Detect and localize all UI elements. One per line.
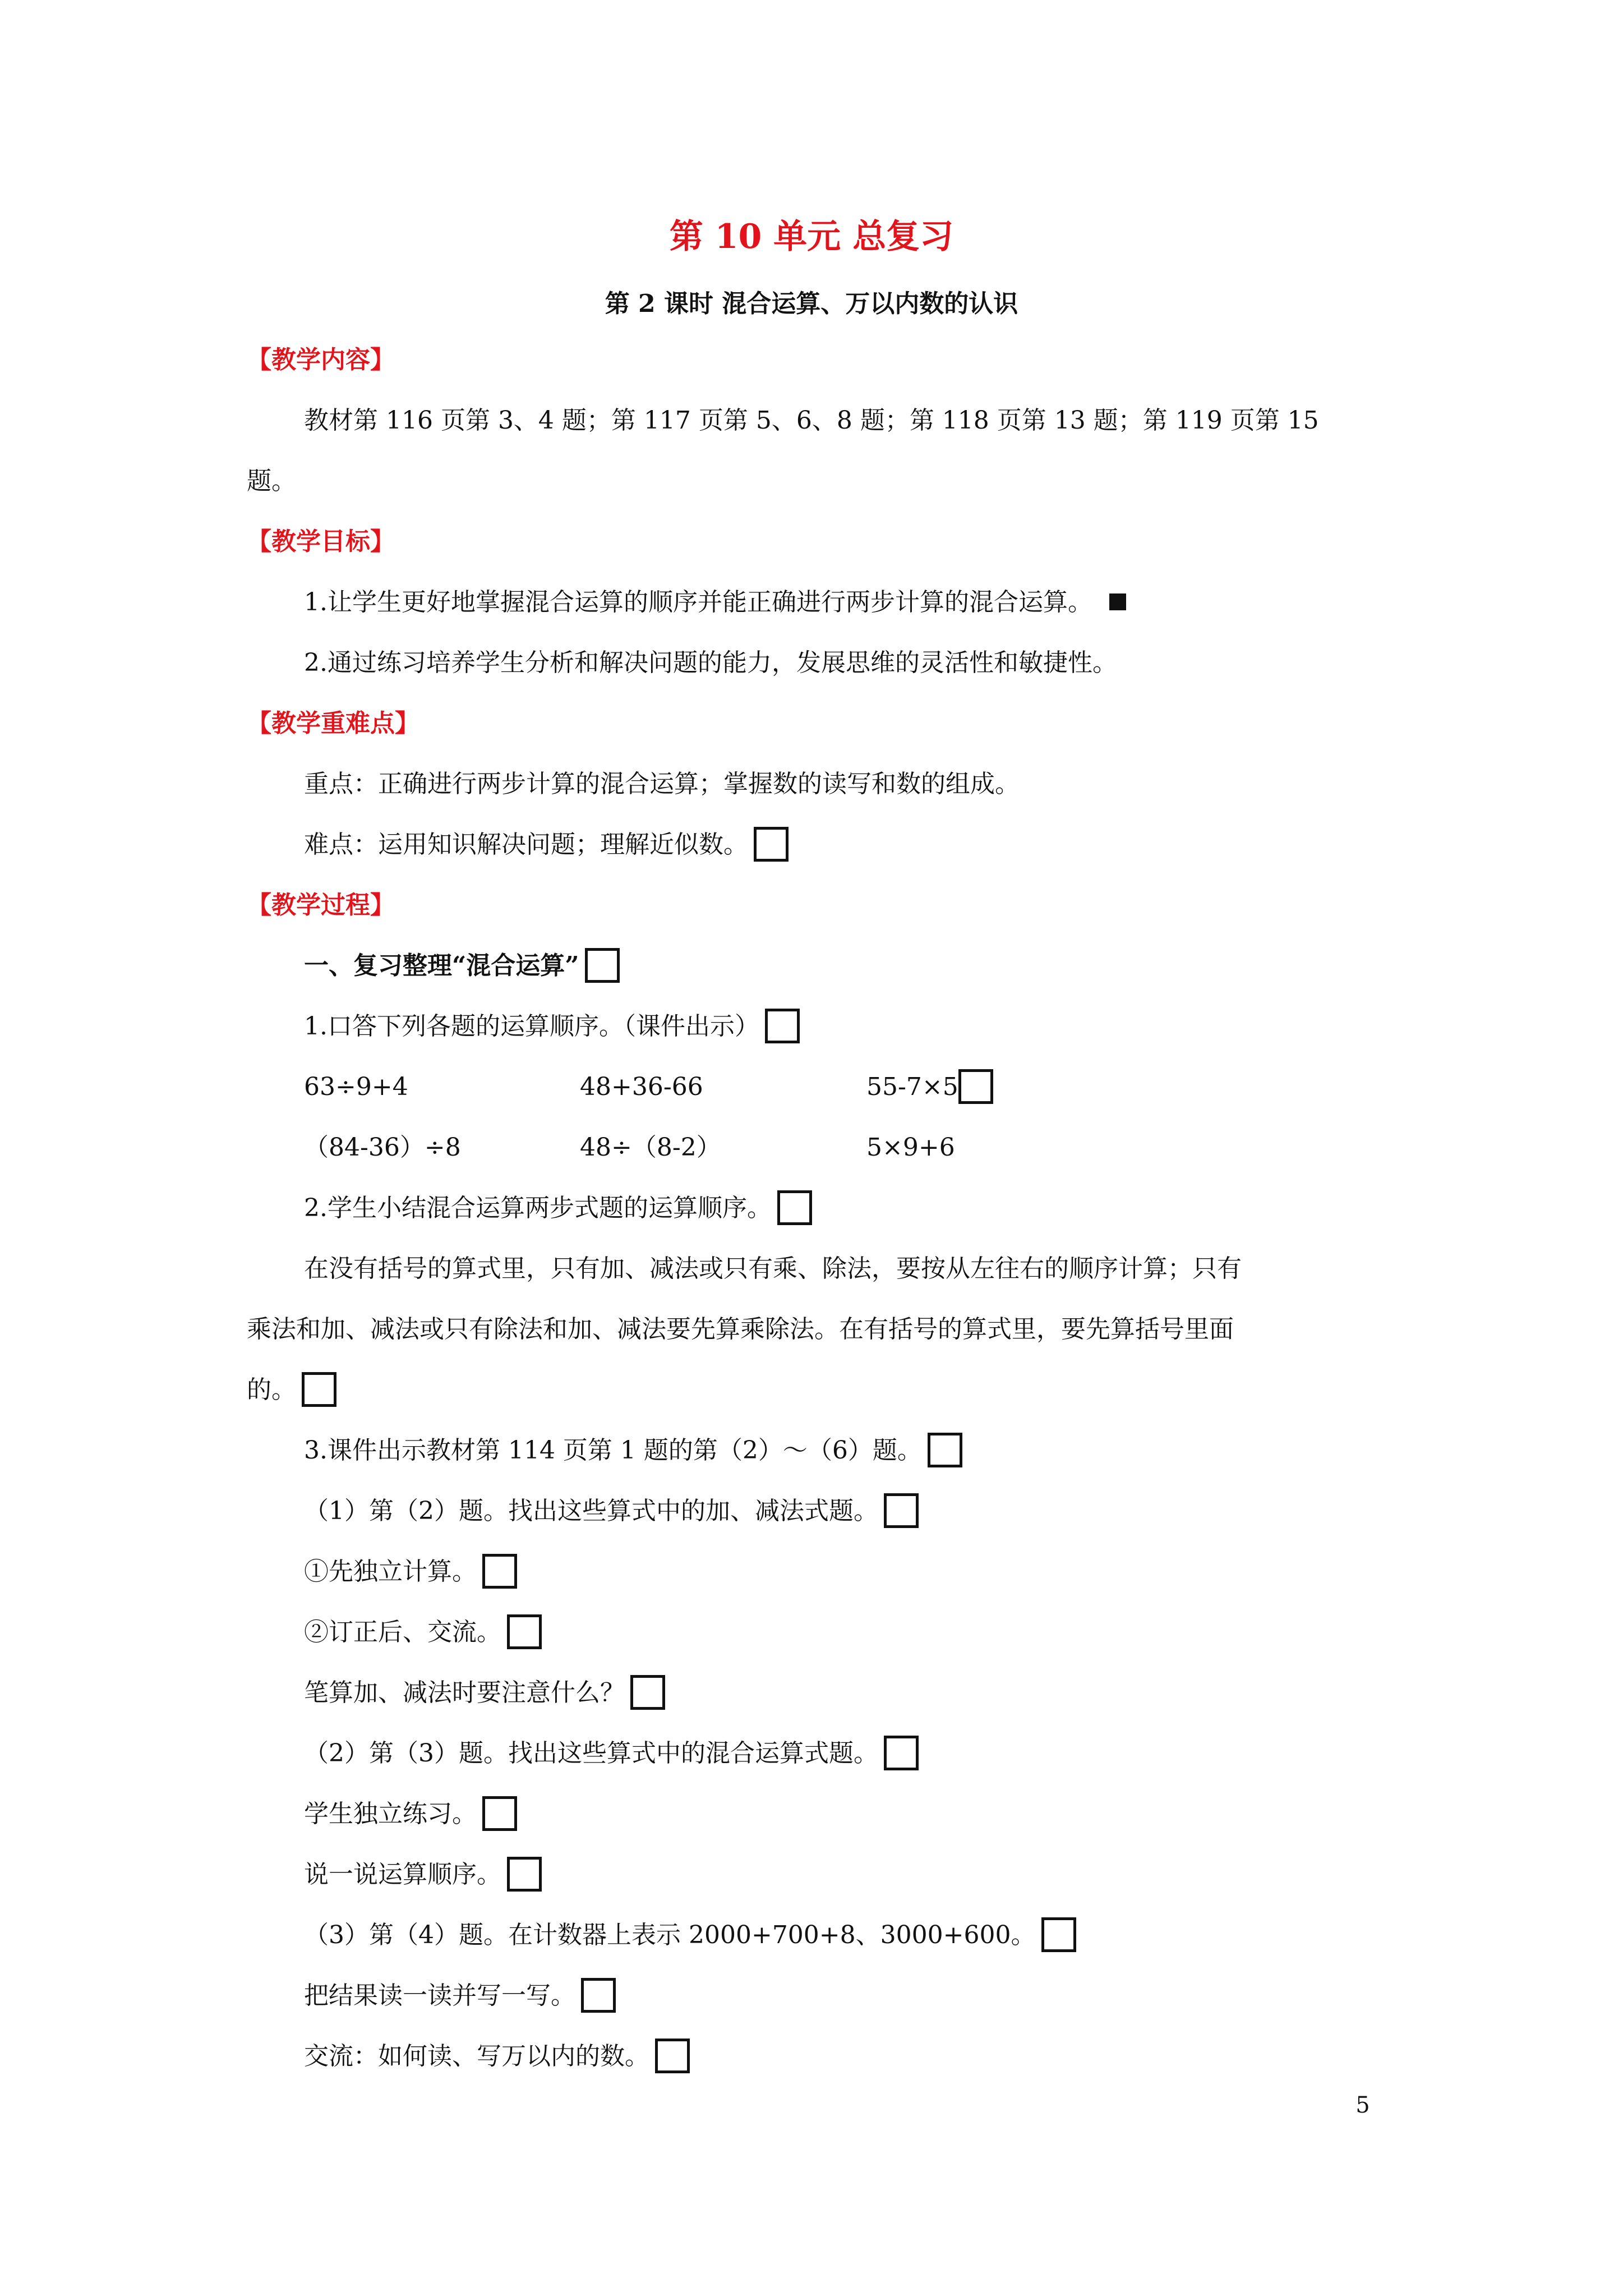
page-number: 5	[1355, 2092, 1370, 2118]
expression-3-text: 55-7×5	[866, 1073, 958, 1101]
sub2-a	[304, 1797, 517, 1833]
sub2-b-text: 说一说运算顺序。	[304, 1860, 501, 1889]
goal-item-2: 2.通过练习培养学生分析和解决问题的能力，发展思维的灵活性和敏捷性。	[304, 648, 1117, 677]
step3-text: 3.课件出示教材第 114 页第 1 题的第（2）～（6）题。	[304, 1436, 922, 1465]
sub1-b-text: ②订正后、交流。	[304, 1618, 501, 1646]
process-heading: 【教学过程】	[247, 891, 395, 919]
step3	[304, 1434, 962, 1470]
sub2-text: （2）第（3）题。找出这些算式中的混合运算式题。	[304, 1739, 878, 1768]
sub3	[304, 1918, 1076, 1954]
rule-line-3-text: 的。	[247, 1375, 296, 1404]
sub1-a-text: ①先独立计算。	[304, 1557, 477, 1586]
content-heading: 【教学内容】	[247, 346, 395, 374]
step1-text: 1.口答下列各题的运算顺序。（课件出示）	[304, 1012, 759, 1041]
empty-box-icon	[482, 1554, 517, 1589]
sub3-b	[304, 2040, 690, 2076]
sub3-text: （3）第（4）题。在计数器上表示 2000+700+8、3000+600。	[304, 1921, 1036, 1949]
empty-box-icon	[630, 1675, 665, 1710]
expression-1: 63÷9+4	[304, 1073, 408, 1101]
sub1-question	[304, 1676, 665, 1712]
expression-3	[866, 1070, 993, 1106]
empty-box-icon	[585, 948, 620, 983]
empty-box-icon	[507, 1857, 542, 1892]
goals-heading: 【教学目标】	[247, 527, 395, 556]
sub3-a-text: 把结果读一读并写一写。	[304, 1981, 575, 2010]
step1	[304, 1010, 800, 1046]
expression-5: 48÷（8-2）	[580, 1133, 721, 1162]
key-points-heading: 【教学重难点】	[247, 709, 419, 738]
empty-box-icon	[777, 1190, 812, 1225]
empty-box-icon	[928, 1433, 962, 1467]
empty-box-icon	[884, 1493, 919, 1528]
sub1	[304, 1494, 919, 1530]
sub2-b	[304, 1858, 542, 1894]
empty-box-icon	[765, 1009, 800, 1043]
empty-box-icon	[754, 827, 789, 862]
goal-item-1	[304, 586, 1126, 619]
difficult-point-text: 难点：运用知识解决问题；理解近似数。	[304, 830, 748, 859]
sub2	[304, 1737, 919, 1773]
content-text-line1: 教材第 116 页第 3、4 题；第 117 页第 5、6、8 题；第 118 页第 13 题；第 119 页第 15	[304, 406, 1319, 435]
expression-2: 48+36-66	[580, 1073, 703, 1101]
filled-square-icon	[1109, 593, 1126, 610]
empty-box-icon	[958, 1069, 993, 1104]
empty-box-icon	[482, 1796, 517, 1831]
sub3-a	[304, 1979, 616, 2015]
sub1-question-text: 笔算加、减法时要注意什么？	[304, 1678, 625, 1707]
sub1-text: （1）第（2）题。找出这些算式中的加、减法式题。	[304, 1497, 878, 1525]
content-text-line2: 题。	[247, 467, 296, 495]
sub3-b-text: 交流：如何读、写万以内的数。	[304, 2042, 649, 2070]
page-title: 第 10 单元 总复习	[669, 217, 954, 256]
part1-title-text: 一、复习整理“混合运算”	[304, 951, 579, 980]
goal-item-1-text: 1.让学生更好地掌握混合运算的顺序并能正确进行两步计算的混合运算。	[304, 588, 1092, 616]
empty-box-icon	[1041, 1917, 1076, 1952]
rule-line-3	[247, 1373, 336, 1409]
rule-line-2: 乘法和加、减法或只有除法和加、减法要先算乘除法。在有括号的算式里，要先算括号里面	[247, 1315, 1234, 1343]
sub2-a-text: 学生独立练习。	[304, 1800, 477, 1828]
step2	[304, 1191, 812, 1227]
expression-4: （84-36）÷8	[304, 1133, 461, 1162]
lesson-subtitle: 第 2 课时 混合运算、万以内数的认识	[605, 289, 1018, 318]
empty-box-icon	[655, 2039, 690, 2073]
key-point: 重点：正确进行两步计算的混合运算；掌握数的读写和数的组成。	[304, 770, 1020, 798]
empty-box-icon	[507, 1614, 542, 1649]
step2-text: 2.学生小结混合运算两步式题的运算顺序。	[304, 1194, 772, 1222]
sub1-a	[304, 1555, 517, 1591]
empty-box-icon	[302, 1372, 336, 1407]
sub1-b	[304, 1616, 542, 1651]
rule-line-1: 在没有括号的算式里，只有加、减法或只有乘、除法，要按从左往右的顺序计算；只有	[304, 1254, 1242, 1283]
difficult-point	[304, 828, 789, 864]
empty-box-icon	[884, 1736, 919, 1770]
part1-title	[304, 949, 620, 985]
expression-6: 5×9+6	[866, 1133, 955, 1162]
empty-box-icon	[581, 1978, 616, 2013]
